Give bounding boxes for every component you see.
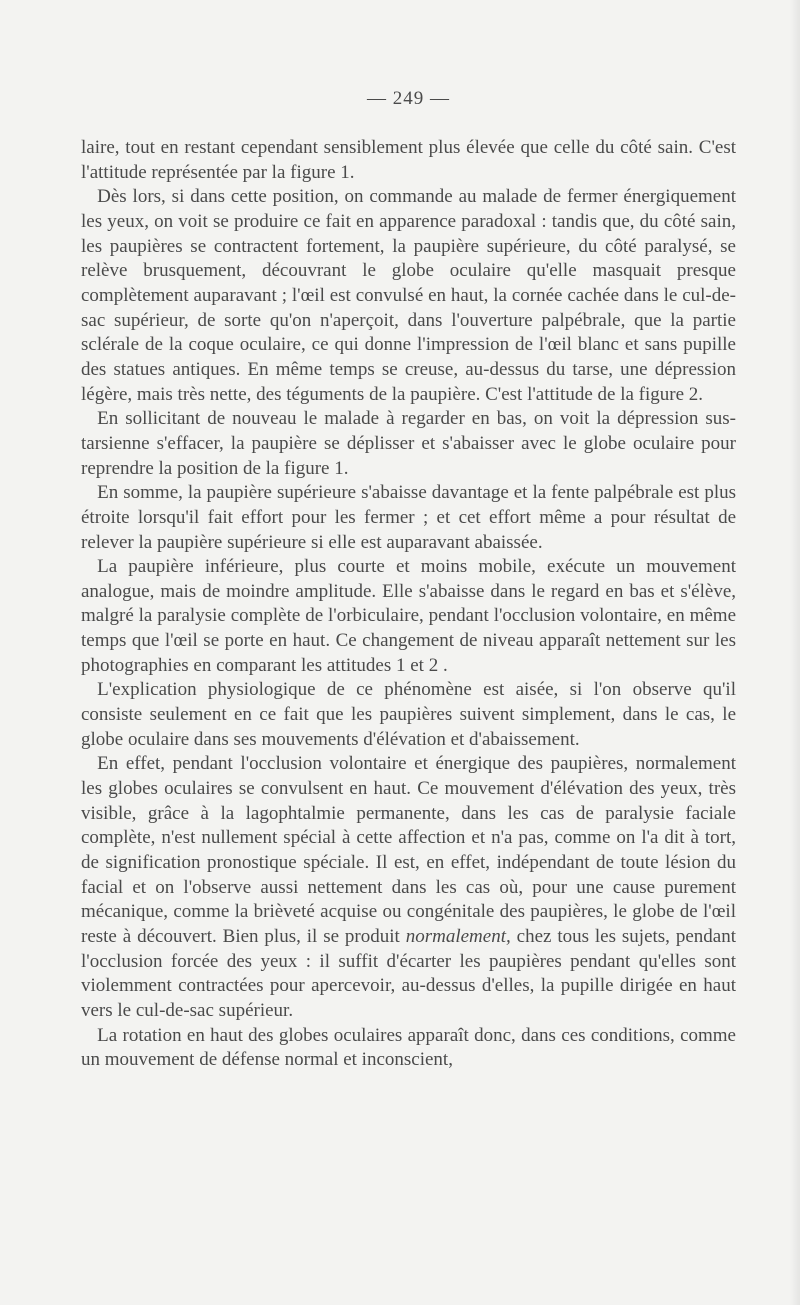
paragraph: La rotation en haut des globes oculaires apparaît donc, dans ces conditions, comme un mouvement de défense normal et inconscient,: [81, 1024, 736, 1071]
paragraph: Dès lors, si dans cette position, on commande au malade de fermer énergiquement les yeux, on voit se produire ce fait en apparence paradoxal : tandis que, du côté sain, les paupières se contractent fortement, la paupière supérieure, du côté paralysé, se relève brusquement, découvrant le globe oculaire qu'elle masquait presque complètement auparavant ; l'œil est convulsé en haut, la cornée cachée dans le cul-de-sac supérieur, de sorte qu'on n'aperçoit, dans l'ouverture palpébrale, que la partie sclérale de la coque oculaire, ce qui donne l'impression de l'œil blanc et sans pupille des statues antiques. En même temps se creuse, au-dessus du tarse, une dépression légère, mais très nette, des téguments de la paupière. C'est l'attitude de la figure 2.: [81, 186, 736, 405]
paragraph: [81, 752, 736, 1023]
paragraph: En somme, la paupière supérieure s'abaisse davantage et la fente palpébrale est plus étroite lorsqu'il fait effort pour les fermer ; et cet effort même a pour résultat de relever la paupière supérieure si elle est auparavant abaissée.: [81, 482, 736, 553]
emphasized-word: normalement,: [405, 926, 511, 947]
paragraph: laire, tout en restant cependant sensiblement plus élevée que celle du côté sain. C'est l'attitude représentée par la figure 1.: [81, 137, 736, 183]
page-number: — 249 —: [367, 88, 450, 109]
paragraph: L'explication physiologique de ce phénomène est aisée, si l'on observe qu'il consiste seulement en ce fait que les paupières suivent simplement, dans le cas, le globe oculaire dans ses mouvements d'élévation et d'abaissement.: [81, 679, 736, 750]
body-text: [81, 136, 736, 1073]
page-edge-shadow: [790, 0, 800, 1305]
paragraph-text: En effet, pendant l'occlusion volontaire et énergique des paupières, normalement les globes oculaires se convulsent en haut. Ce mouvement d'élévation des yeux, très visible, grâce à la lagophtalmie permanente, dans les cas de paralysie faciale complète, n'est nullement spécial à cette affection et n'a pas, comme on l'a dit à tort, de signification pronostique spéciale. Il est, en effet, indépendant de toute lésion du facial et on l'observe aussi nettement dans les cas où, pour une cause purement mécanique, comme la brièveté acquise ou congénitale des paupières, le globe de l'œil reste à découvert. Bien plus, il se produit: [81, 753, 736, 947]
paragraph: La paupière inférieure, plus courte et moins mobile, exécute un mouvement analogue, mais de moindre amplitude. Elle s'abaisse dans le regard en bas et s'élève, malgré la paralysie complète de l'orbiculaire, pendant l'occlusion volontaire, en même temps que l'œil se porte en haut. Ce changement de niveau apparaît nettement sur les photographies en comparant les attitudes 1 et 2 .: [81, 556, 736, 676]
paragraph-text: chez tous les sujets, pendant l'occlusion forcée des yeux : il suffit d'écarter les paupières pendant qu'elles sont violemment contractées pour apercevoir, au-dessus d'elles, la pupille dirigée en haut vers le cul-de-sac supérieur.: [81, 926, 736, 1021]
paragraph: En sollicitant de nouveau le malade à regarder en bas, on voit la dépression sus-tarsienne s'effacer, la paupière se déplisser et s'abaisser avec le globe oculaire pour reprendre la position de la figure 1.: [81, 408, 736, 479]
